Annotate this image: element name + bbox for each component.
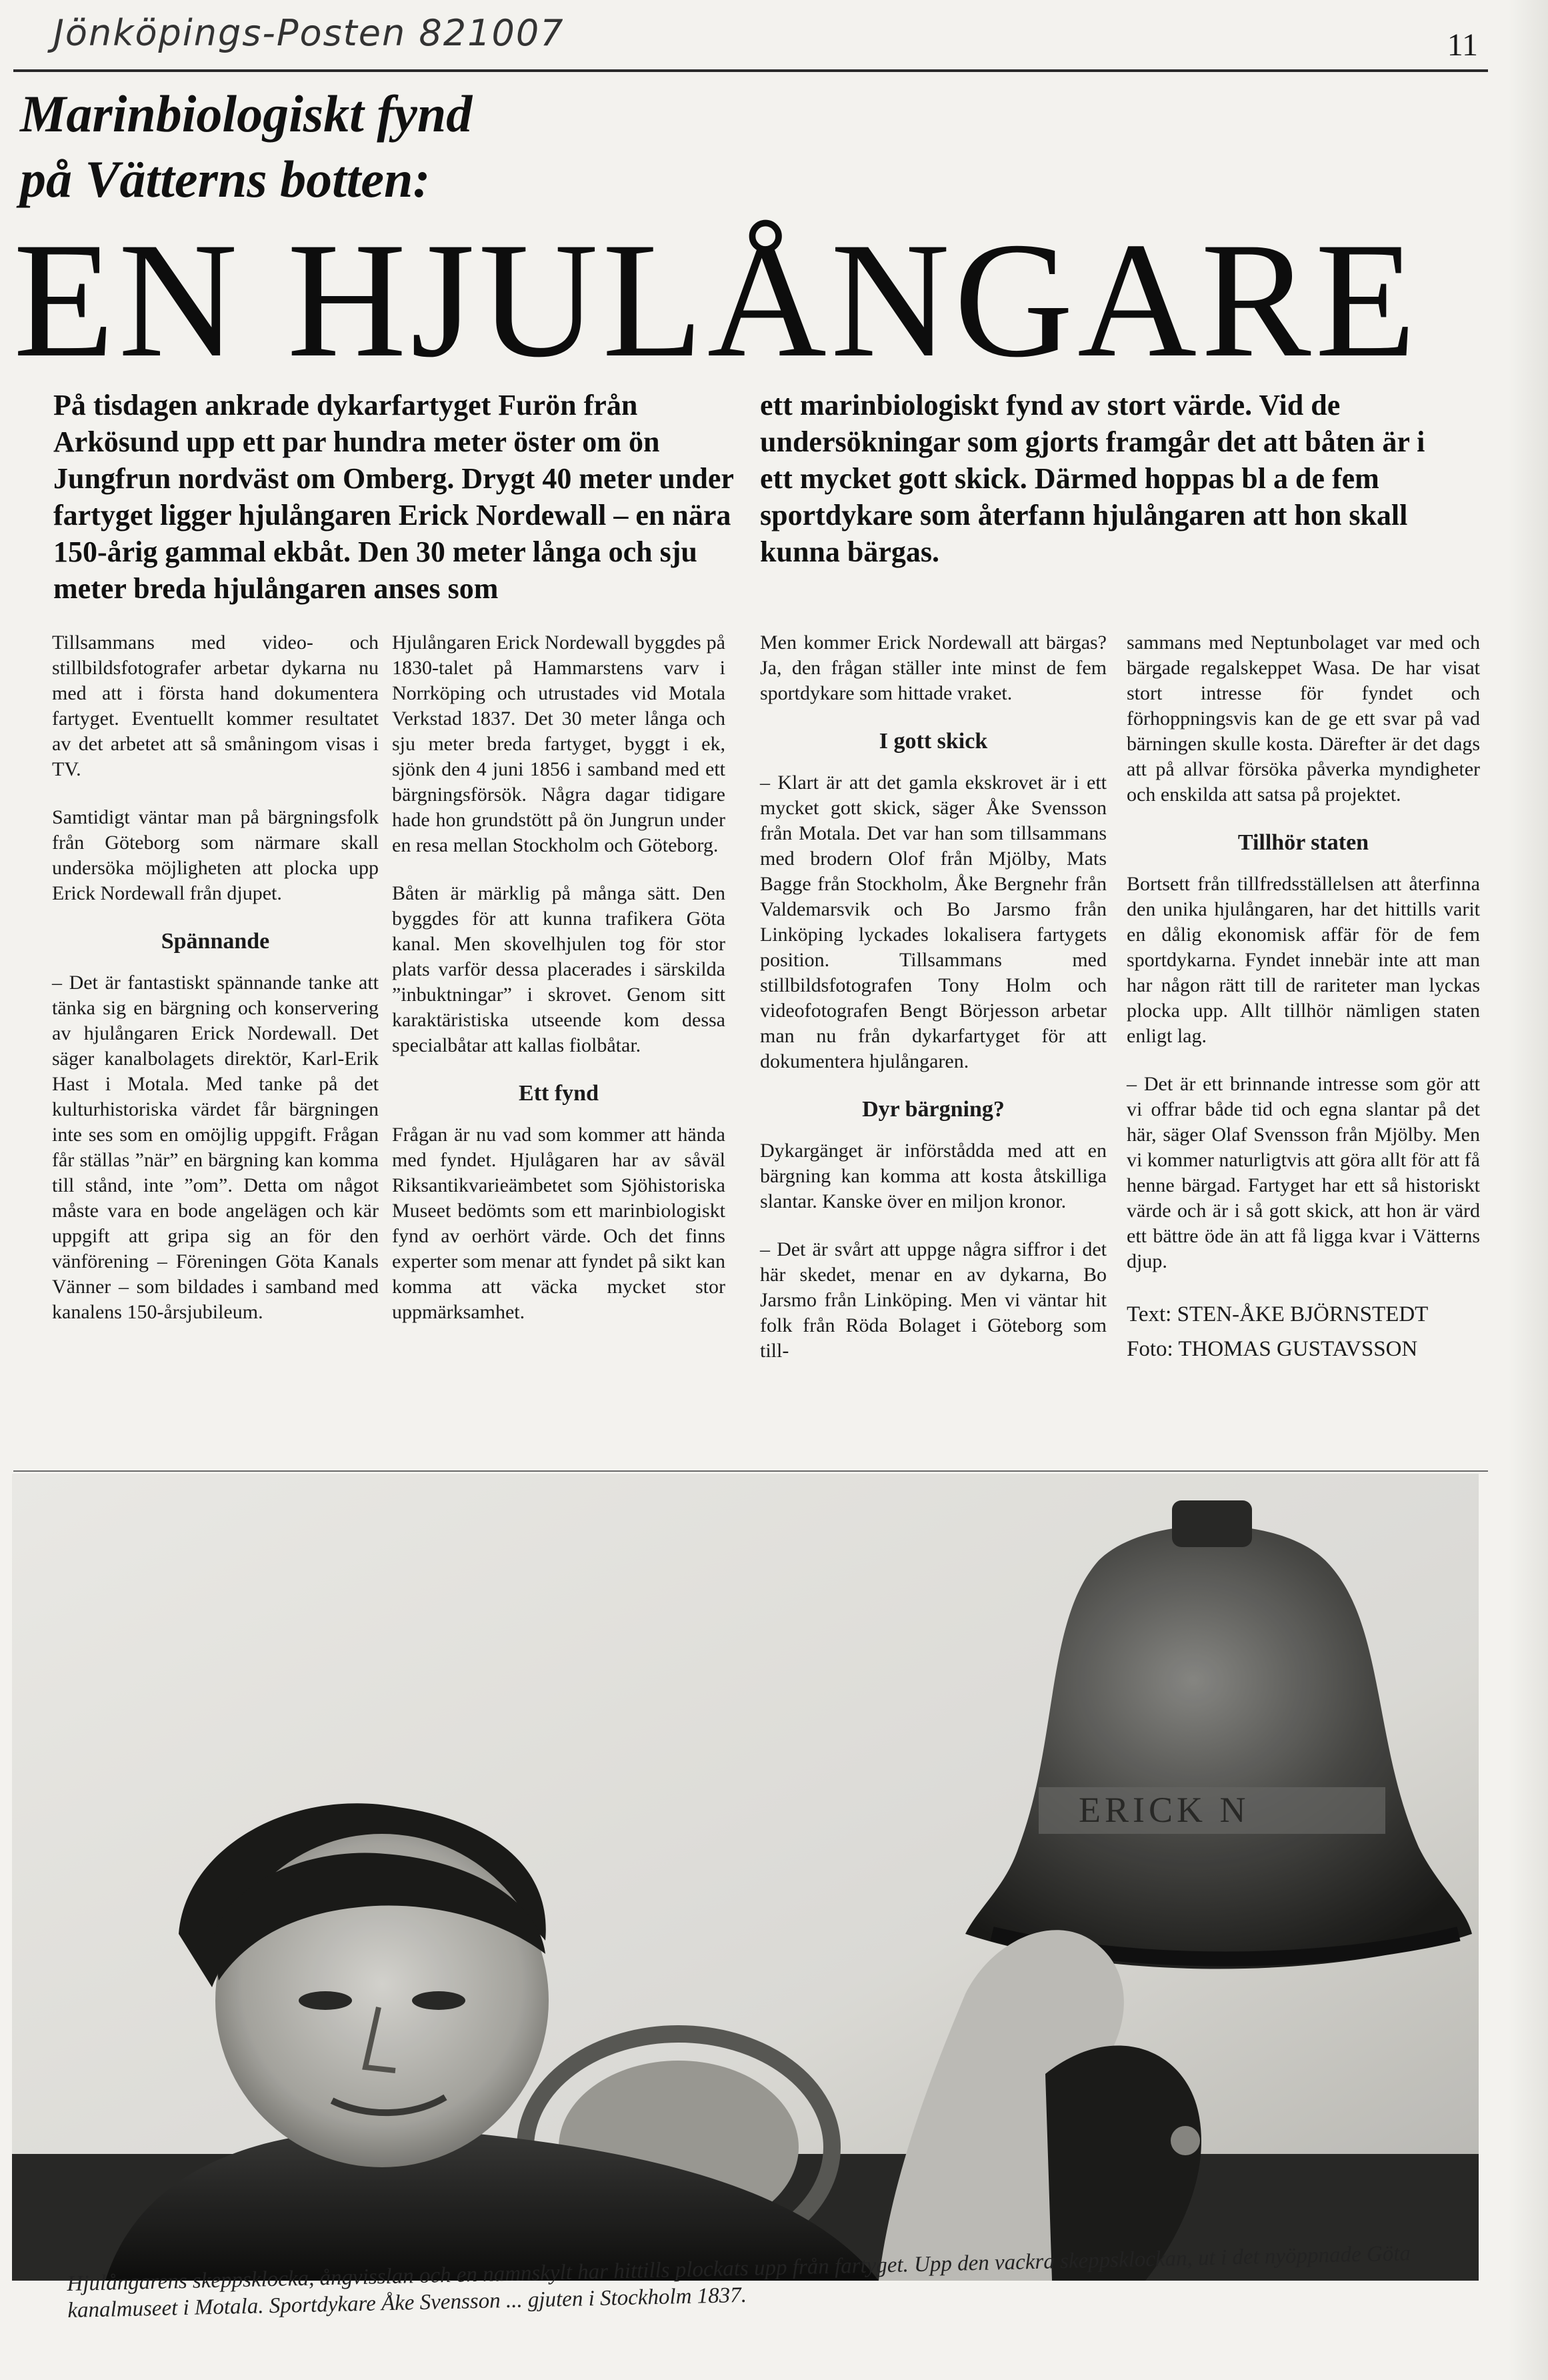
column-4-paragraph: sammans med Neptunbolaget var med och bärgade regalskeppet Wasa. De har visat stort intresse för fyndet och förhoppningsvis kan de ge ett svar på vad bärningen skulle kosta. Därefter är det dags att på allvar försöka påverka myndigheter och enskilda att satsa på projektet. xyxy=(1127,632,1480,806)
photo-illustration xyxy=(12,1474,1479,2281)
column-1-paragraph: – Det är fantastiskt spännande tanke att tänka sig en bärgning och konservering av hjulångaren Erick Nordewall. Det säger kanalbolagets direktör, Karl-Erik Hast i Motala. Med tanke på det kulturhistoriska värdet får bärgningen inte ses som en omöjlig uppgift. Frågan får ställas ”när” en bärgning kan komma till stånd, inte ”om”. Detta om något måste vara en bode angelägen och kär uppgift att gripa sig an för den vänförening – Föreningen Göta Kanals Vänner – som bildades i samband med kanalens 150-årsjubileum. xyxy=(52,972,379,1323)
top-rule xyxy=(13,69,1488,72)
column-2-paragraph: Frågan är nu vad som kommer att hända med fyndet. Hjulågaren har av såväl Riksantikvarieämbetet som Sjöhistoriska Museet bedömts som ett marinbiologiskt fynd av oerhört värde. Och det finns experter som menar att fyndet på sikt kan komma att väcka mycket stor uppmärksamhet. xyxy=(392,1124,725,1323)
headline: EN HJULÅNGARE xyxy=(13,208,1421,391)
byline xyxy=(1127,1297,1480,1366)
page-number: 11 xyxy=(1447,27,1478,63)
bell-inscription: ERICK N xyxy=(1079,1790,1250,1830)
kicker-line-2: på Vätterns botten: xyxy=(20,150,431,208)
photo-top-rule xyxy=(13,1470,1488,1472)
column-3 xyxy=(760,630,1107,1386)
byline-text: Text: STEN-ÅKE BJÖRNSTEDT xyxy=(1127,1302,1429,1326)
kicker-line-1: Marinbiologiskt fynd xyxy=(20,85,473,143)
subheading-tillhor-staten: Tillhör staten xyxy=(1237,830,1369,855)
subheading-dyr-bargning: Dyr bärgning? xyxy=(862,1097,1005,1122)
column-1 xyxy=(52,630,379,1348)
column-4-paragraph: – Det är ett brinnande intresse som gör att vi offrar både tid och egna slantar på det här, säger Olaf Svensson från Mjölby. Men vi kommer naturligtvis att göra allt för att få henne bärgad. Fartyget har ett så historiskt värde och är i så gott skick, att hon är värd ett bättre öde än att få ligga kvar i Vätterns djup. xyxy=(1127,1073,1480,1272)
subheading-spannande: Spännande xyxy=(161,929,270,954)
column-4-paragraph: Bortsett från tillfredsställelsen att återfinna den unika hjulångaren, har det hittills varit en dålig ekonomisk affär för de fem sportdykarna. Fyndet innebär inte att man har någon rätt till de rariteter man lyckas plocka upp. Allt tillhör nämligen staten enligt lag. xyxy=(1127,873,1480,1047)
ingress-left xyxy=(53,387,760,607)
handwritten-source-note: Jönköpings-Posten 821007 xyxy=(53,12,565,54)
column-2-paragraph: Båten är märklig på många sätt. Den byggdes för att kunna trafikera Göta kanal. Men skovelhjulen tog för stor plats varför dessa placerades i särskilda ”inbuktningar” i skrovet. Genom sitt karaktäristiska utseende kom dessa specialbåtar att kallas fiolbåtar. xyxy=(392,882,725,1056)
column-4 xyxy=(1127,630,1480,1366)
ingress-left-text: På tisdagen ankrade dykarfartyget Furön från Arkösund upp ett par hundra meter öster om ön Jungfrun nordväst om Omberg. Drygt 40 meter under fartyget ligger hjulångaren Erick Nordewall – en nära 150-årig gammal ekbåt. Den 30 meter långa och sju meter breda hjulångaren anses som xyxy=(53,389,734,605)
column-1-paragraph: Tillsammans med video- och stillbildsfotografer arbetar dykarna nu med att i första hand dokumentera fartyget. Eventuellt kommer resultatet av det arbetet att så småningom visas i TV. xyxy=(52,632,379,780)
column-3-paragraph: – Det är svårt att uppge några siffror i det här skedet, menar en av dykarna, Bo Jarsmo från Linköping. Men vi väntar hit folk från Röda Bolaget i Göteborg som till- xyxy=(760,1238,1107,1362)
subheading-ett-fynd: Ett fynd xyxy=(519,1081,599,1106)
photograph-diver-with-bell xyxy=(12,1474,1479,2281)
column-2-paragraph: Hjulångaren Erick Nordewall byggdes på 1830-talet på Hammarstens varv i Norrköping och utrustades vid Motala Verkstad 1837. Det 30 meter långa och sju meter breda fartyget, byggt i ek, sjönk den 4 juni 1856 i samband med ett bärgningsförsök. Några dagar tidigare hade hon grundstött på ön Jungrun under en resa mellan Stockholm och Göteborg. xyxy=(392,632,725,856)
ingress-right-text: ett marinbiologiskt fynd av stort värde. Vid de undersökningar som gjorts framgår det att båten är i ett mycket gott skick. Därmed hoppas bl a de fem sportdykare som återfann hjulångaren att hon skall kunna bärgas. xyxy=(760,389,1425,568)
ingress-right xyxy=(760,387,1453,570)
column-2 xyxy=(392,630,725,1348)
column-3-paragraph: – Klart är att det gamla ekskrovet är i ett mycket gott skick, säger Åke Svensson från Motala. Det var han som tillsammans med brodern Olof från Mjölby, Mats Bagge från Stockholm, Åke Bergnehr från Valdemarsvik och Bo Jarsmo från Linköping lyckades lokalisera fartygets position. Tillsammans med stillbildsfotografen Tony Holm och videofotografen Bengt Börjesson arbetar man nu från dykarfartyget för att dokumentera hjulångaren. xyxy=(760,772,1107,1072)
column-3-paragraph: Men kommer Erick Nordewall att bärgas? Ja, den frågan ställer inte minst de fem sportdykare som hittade vraket. xyxy=(760,632,1107,704)
column-3-paragraph: Dykargänget är införstådda med att en bärgning kan komma att kosta åtskilliga slantar. Kanske över en miljon kronor. xyxy=(760,1140,1107,1212)
subheading-i-gott-skick: I gott skick xyxy=(879,729,988,754)
column-1-paragraph: Samtidigt väntar man på bärgningsfolk från Göteborg som närmare skall undersöka möjligheten att plocka upp Erick Nordewall från djupet. xyxy=(52,806,379,904)
byline-photo: Foto: THOMAS GUSTAVSSON xyxy=(1127,1337,1418,1361)
kicker xyxy=(20,81,887,212)
photo-caption: Hjulångarens skeppsklocka, ångvisslan och en namnskylt har hittills plockats upp från fartyget. Upp den vackra skeppsklockan, ut i det nyöppnade Göta kanalmuseet i Motala. Sportdykare Åke Svensson ... gjuten i Stockholm 1837. xyxy=(67,2241,1411,2323)
paper-edge-shading xyxy=(1508,0,1548,2380)
